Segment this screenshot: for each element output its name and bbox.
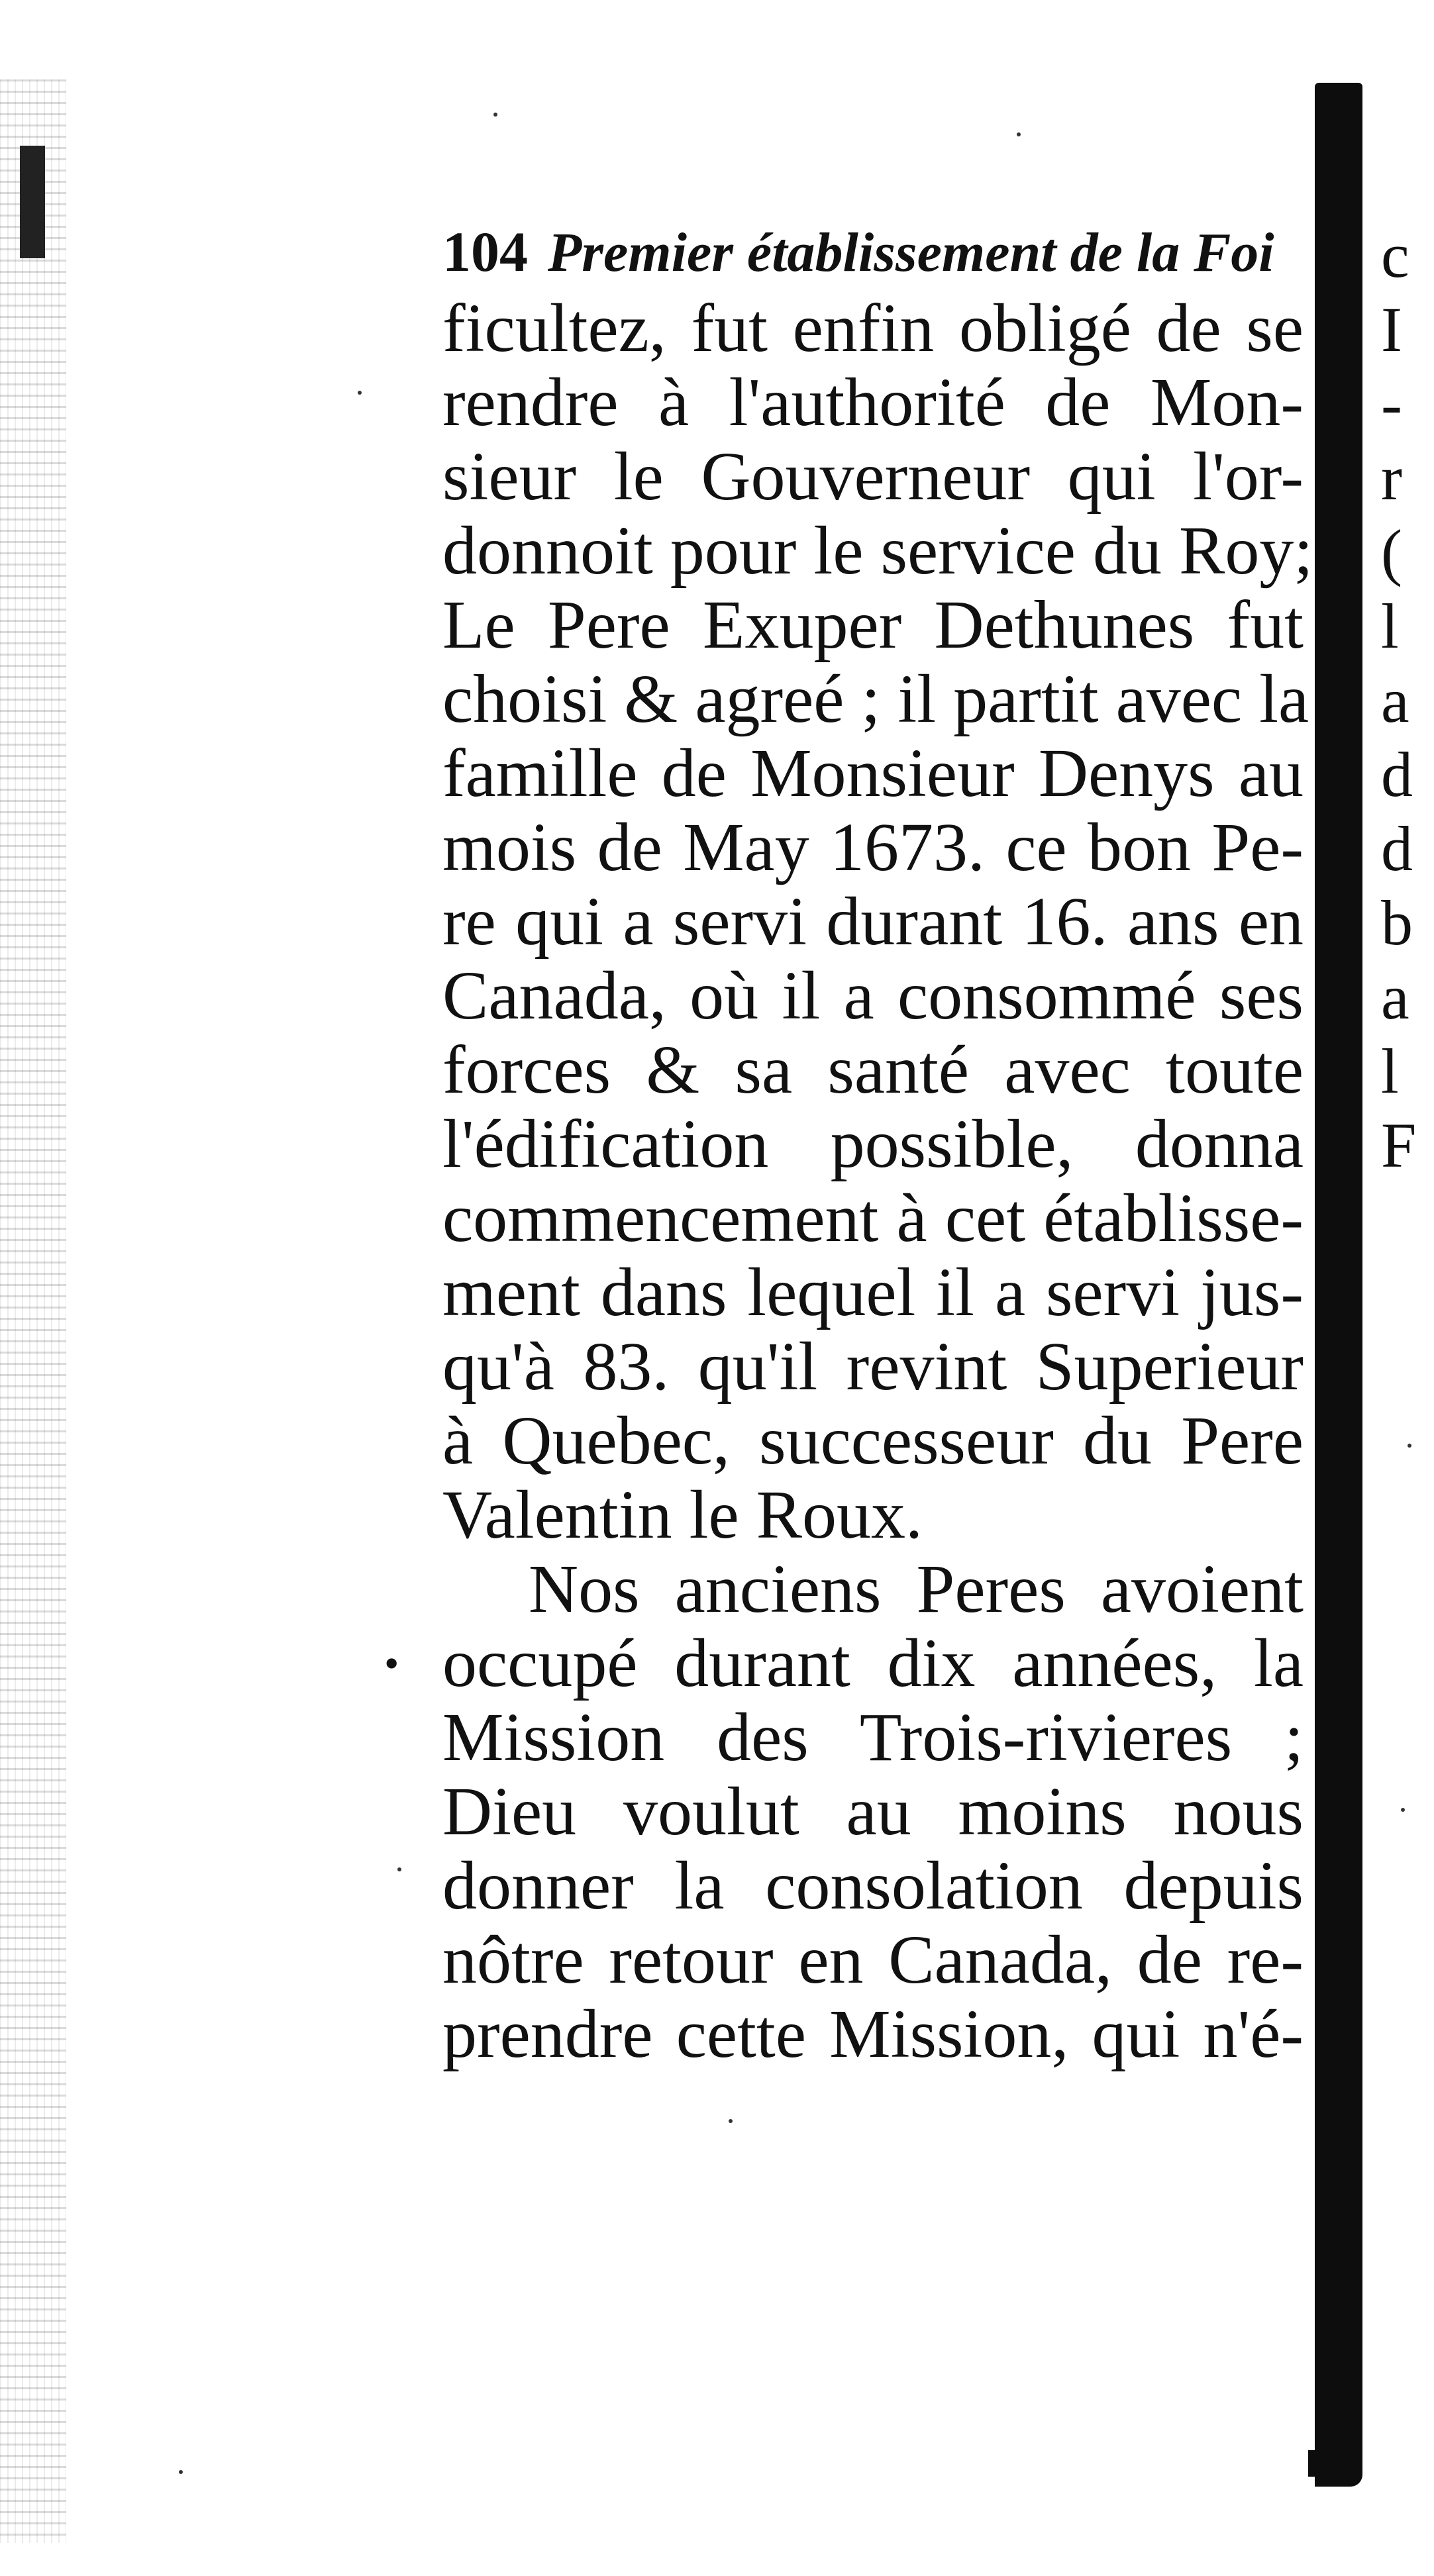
facing-letter: l <box>1381 591 1399 662</box>
text-line: choisi & agreé ; il partit avec la <box>442 661 1309 737</box>
text-line: donner la consolation depuis <box>442 1848 1304 1924</box>
facing-letter: - <box>1381 368 1402 439</box>
facing-page-fragment <box>1381 219 1427 1183</box>
text-line: famille de Monsieur Denys au <box>442 735 1304 811</box>
scan-speck <box>1408 1444 1411 1448</box>
text-line: nôtre retour en Canada, de re- <box>442 1922 1304 1998</box>
facing-letter: F <box>1381 1110 1417 1181</box>
facing-letter: ( <box>1381 517 1402 587</box>
facing-letter: a <box>1381 665 1409 736</box>
facing-letter: r <box>1381 442 1402 513</box>
left-gutter-scan-noise <box>0 79 66 2543</box>
text-line: Canada, où il a consommé ses <box>442 958 1304 1034</box>
text-line: occupé durant dix années, la <box>442 1625 1304 1701</box>
binding-shadow <box>1315 83 1362 2487</box>
page-number: 104 <box>442 220 528 283</box>
text-line: Le Pere Exuper Dethunes fut <box>442 587 1304 663</box>
text-line: l'édification possible, donna <box>442 1106 1304 1182</box>
facing-letter: b <box>1381 887 1413 958</box>
text-line: ment dans lequel il a servi jus- <box>442 1254 1304 1330</box>
scan-speck <box>493 113 497 117</box>
scan-speck <box>358 391 362 395</box>
facing-letter: l <box>1381 1036 1399 1107</box>
text-line: re qui a servi durant 16. ans en <box>442 883 1304 960</box>
marginal-mark: • <box>384 1640 399 1687</box>
scan-speck <box>179 2470 183 2474</box>
scan-speck <box>729 2119 733 2123</box>
facing-letter: d <box>1381 813 1413 884</box>
text-line: qu'à 83. qu'il revint Superieur <box>442 1328 1304 1405</box>
text-line: à Quebec, successeur du Pere <box>442 1403 1304 1479</box>
scan-speck <box>1017 132 1021 136</box>
facing-letter: d <box>1381 739 1413 810</box>
text-line: donnoit pour le service du Roy; <box>442 513 1313 589</box>
text-line: commencement à cet établisse- <box>442 1180 1304 1256</box>
facing-letter: c <box>1381 220 1409 291</box>
scan-speck <box>397 1867 401 1871</box>
binding-shadow-foot <box>1308 2450 1362 2477</box>
left-edge-mark <box>20 146 45 258</box>
facing-letter: I <box>1381 294 1402 365</box>
body-text <box>442 290 1313 2072</box>
text-line: rendre à l'authorité de Mon- <box>442 364 1304 440</box>
scan-speck <box>1401 1808 1405 1812</box>
text-line: sieur le Gouverneur qui l'or- <box>442 438 1304 515</box>
page-header <box>442 219 1304 291</box>
text-line: ficultez, fut enfin obligé de se <box>442 290 1304 366</box>
text-line: prendre cette Mission, qui n'é- <box>442 1996 1304 2072</box>
running-head: Premier établissement de la Foi <box>548 222 1274 283</box>
text-line: mois de May 1673. ce bon Pe- <box>442 809 1304 885</box>
text-line: Mission des Trois-rivieres ; <box>442 1699 1304 1775</box>
facing-letter: a <box>1381 962 1409 1032</box>
paragraph-first-line: Nos anciens Peres avoient <box>529 1551 1304 1627</box>
text-line: Valentin le Roux. <box>442 1477 923 1553</box>
text-line: forces & sa santé avec toute <box>442 1032 1304 1108</box>
text-line: Dieu voulut au moins nous <box>442 1773 1304 1850</box>
